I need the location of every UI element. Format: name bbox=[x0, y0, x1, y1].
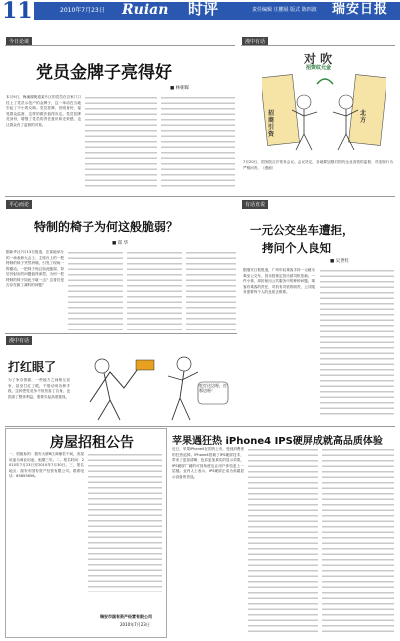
ad-signature: 瑞安市国有资产经营有限公司 bbox=[100, 614, 152, 619]
divider bbox=[5, 426, 395, 427]
cartoon-caption: 7月20日，国务院召开常务会议。会议决定，各地要加强对国有企业高管的监督，对违规行为严格问责。（漫画） bbox=[243, 160, 393, 170]
banknote bbox=[136, 360, 154, 370]
ad-body: 一、招租标的：瑞安大厦B区商铺若干间，房屋用途为商业用途，租期三年。二、报名时间：2010年7月23日至2010年7月30日。三、报名地点：瑞安市国有资产经营有限公司。联系电话：65855656。 bbox=[9, 452, 84, 478]
article-body-col-3 bbox=[127, 250, 182, 330]
figure-right-head bbox=[339, 95, 353, 109]
article-body-col-2 bbox=[320, 268, 394, 418]
section-tag-cartoon: 漫中有话 bbox=[242, 37, 268, 46]
section-name-en: Ruian bbox=[122, 2, 169, 18]
newspaper-logo: 瑞安日报 bbox=[332, 2, 389, 17]
ad-title: 房屋招租公告 bbox=[50, 435, 134, 451]
article-byline: ■ 吴世红 bbox=[330, 259, 350, 264]
divider bbox=[5, 45, 235, 46]
article-body: 为了争夺资源，一些地方之间相互竞争，甚至打红了眼，不惜动用各种手段，这种恶性竞争不但伤害了自身，也损害了整体利益，需要引起高度重视。 bbox=[8, 378, 70, 399]
article-byline: ■ 郑 华 bbox=[112, 241, 129, 246]
page-number: 11 bbox=[2, 0, 33, 24]
divider bbox=[241, 45, 395, 46]
article-body-col-4 bbox=[186, 250, 236, 330]
figure-left-head bbox=[95, 359, 109, 373]
article-title: 打红眼了 bbox=[8, 360, 57, 374]
article-body-col-1: 本月9日，梅溪湖街道某片区的党员在自家门口挂上了党员示范户的金牌子，这一举动在当地引起了不小的反响。党员挂牌，亮明身份，接受群众监督，这样的做法值得肯定。党员挂牌亮身份，增强了党员的责任意识和光荣感，也让群众有了监督的对象。 bbox=[6, 95, 81, 127]
article-title: 特制的椅子为何这般脆弱？ bbox=[34, 220, 179, 234]
article-body-col-2 bbox=[85, 95, 157, 187]
section-tag-readers: 有话直说 bbox=[242, 200, 268, 209]
figure-left-head bbox=[297, 95, 311, 109]
divider bbox=[5, 196, 395, 197]
cartoon-speech-text: 吃打这边呀，打那边呀！ bbox=[199, 383, 227, 393]
article-title: 党员金牌子亮得好 bbox=[36, 63, 172, 83]
figure-right-head bbox=[177, 357, 191, 371]
masthead-date: 2010年7月23日 bbox=[60, 7, 105, 14]
ribbon-arc bbox=[317, 79, 333, 84]
cartoon-title: 对 吹 bbox=[304, 52, 333, 66]
article-title: 苹果遇狂热 iPhone4 IPS硬屏成就高品质体验 bbox=[172, 436, 383, 447]
divider bbox=[5, 333, 237, 334]
cartoon-sign-right: 北方 bbox=[360, 110, 367, 124]
section-tag-today: 今日论谈 bbox=[6, 37, 32, 46]
article-body-col-3 bbox=[322, 447, 394, 633]
section-name-cn: 时评 bbox=[188, 0, 219, 18]
section-tag-cartoon-2: 漫中有话 bbox=[6, 336, 32, 345]
article-body-col-1: 近日，苹果iPhone4在国内上市，受到消费者的狂热追捧。iPhone4搭载了IPS硬屏技术，带来了更加清晰、色彩更加真实的显示效果，IPS硬屏广阔的可视角度也让用户体验更上一层楼。业内人士表示，IPS硬屏正成为高端显示设备的首选。 bbox=[172, 447, 244, 479]
editor-credits: 责任编辑 庄鹏展 版式 陈四波 bbox=[252, 7, 317, 13]
article-body-col-1: 据新华社7月13日报道，在某地举办的一场表彰大会上，主席台上的一把特制的椅子突然坍塌，引发了现场一阵骚动。一把椅子尚且如此脆弱，背后折射出的问题值得深思。为何一把特制的椅子如此不堪一击？这背后是否存在偷工减料的问题？ bbox=[6, 250, 64, 287]
ad-body-col-2 bbox=[88, 452, 162, 592]
article-title-line-2: 拷问个人良知 bbox=[262, 241, 331, 255]
section-tag-comment: 平心而论 bbox=[6, 200, 32, 209]
article-byline: ■ 林朝晖 bbox=[170, 86, 190, 91]
cartoon-sign-left: 招商引资 bbox=[268, 110, 275, 138]
figure-right-body bbox=[168, 371, 198, 420]
cartoon-ribbon-text: 招资纹元金 bbox=[306, 65, 332, 71]
article-body-col-1: 据瑞安日报报道，广州年轻乘客手持一元硬币乘坐公交车，因未按规定投币被司机拒载。一件小事，却折射出公共服务中的种种问题。乘客有乘客的责任，司机有司机的职责，公共服务需要每个人的良知去维系。 bbox=[243, 268, 315, 294]
article-body-col-2 bbox=[68, 250, 123, 330]
ad-date: 2010年7月23日 bbox=[120, 622, 150, 627]
article-title-line-1: 一元公交坐车遭拒， bbox=[250, 223, 354, 237]
article-body-col-3 bbox=[161, 95, 235, 187]
article-body-col-2 bbox=[248, 447, 318, 633]
